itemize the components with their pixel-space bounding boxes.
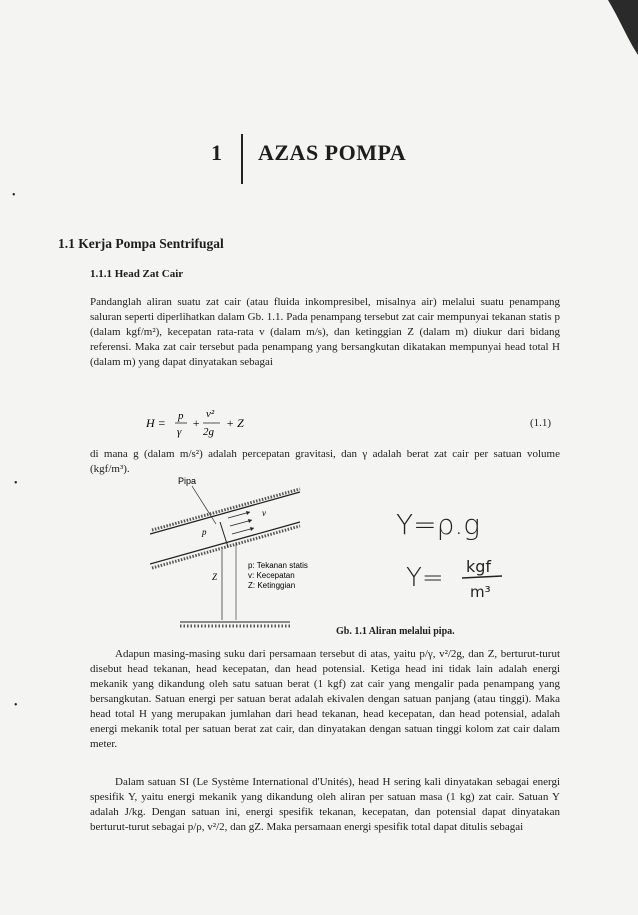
handwritten-notes	[390, 500, 580, 600]
chapter-number: 1	[211, 140, 222, 165]
paragraph-si-units: Dalam satuan SI (Le Système International d'Unités), head H sering kali dinyatakan sebagai energi spesifik Y, yaitu energi mekanik yang dikandung oleh aliran per satuan masa (1 kg) zat cair. Satuan Y adalah J/kg. Dengan satuan ini, energi spesifik tekanan, kecepatan, dan potensial dapat dinyatakan berturut-turut sebagai p/ρ, v²/2, dan gZ. Maka persamaan energi spesifik total dapat ditulis sebagai	[90, 776, 560, 833]
legend-pressure: p: Tekanan statis	[248, 561, 308, 570]
eq-plus1: +	[192, 416, 201, 430]
pipe-flow-figure	[150, 472, 380, 642]
chapter-header	[0, 134, 638, 184]
legend-height: Z: Ketinggian	[248, 581, 296, 590]
eq-2g: 2g	[203, 426, 214, 438]
handwritten-line-2-lhs: Y=	[406, 563, 444, 593]
legend-velocity: v: Kecepatan	[248, 571, 295, 580]
p-mark: p	[202, 527, 207, 537]
equation-number: (1.1)	[530, 417, 552, 429]
paragraph-definitions: di mana g (dalam m/s²) adalah percepatan gravitasi, dan γ adalah berat zat cair per satuan volume (kgf/m³).	[90, 448, 560, 475]
eq-v2: v²	[206, 408, 215, 420]
v-mark: v	[262, 508, 266, 518]
handwritten-unit-den: m³	[470, 583, 491, 600]
equation-1-1	[146, 403, 286, 443]
eq-p: p	[178, 410, 184, 422]
eq-plus-z: + Z	[226, 416, 244, 430]
scan-edge-shadow	[598, 0, 638, 60]
margin-mark: •	[14, 478, 18, 489]
margin-mark: •	[12, 190, 16, 201]
paragraph-head-terms: Adapun masing-masing suku dari persamaan tersebut di atas, yaitu p/γ, v²/2g, dan Z, berturut-turut disebut head tekanan, head kecepatan, dan head potensial. Ketiga head ini tidak lain adalah energi mekanik yang dikandung oleh satu satuan berat (1 kgf) zat cair yang mengalir pada penampang yang bersangkutan. Satuan energi per satuan berat adalah ekivalen dengan satuan panjang (atau tinggi). Maka head total H yang merupakan jumlahan dari head tekanan, head kecepatan, dan head potensial, adalah energi mekanik total per satuan berat zat cair, dan dinyatakan dengan satuan tinggi kolom zat cair dalam meter.	[90, 648, 560, 750]
figure-caption: Gb. 1.1 Aliran melalui pipa.	[336, 626, 455, 637]
chapter-title: AZAS POMPA	[258, 140, 407, 165]
handwritten-line-1: Y=ρ.g	[396, 508, 481, 541]
chapter-divider	[241, 134, 243, 184]
paragraph-intro: Pandanglah aliran suatu zat cair (atau fluida inkompresibel, misalnya air) melalui suatu penampang saluran seperti diperlihatkan dalam Gb. 1.1. Pada penampang tersebut zat cair mempunyai tekanan statis p (dalam kgf/m²), kecepatan rata-rata v (dalam m/s), dan ketinggian Z (dalam m) diukur dari bidang referensi. Maka zat cair tersebut pada penampang yang bersangkutan dikatakan mempunyai head total H (dalam m) yang dapat dinyatakan sebagai	[90, 296, 560, 368]
z-mark: Z	[212, 572, 218, 582]
margin-mark: •	[14, 700, 18, 711]
pipe-label: Pipa	[178, 476, 197, 486]
eq-gamma: γ	[177, 426, 182, 438]
section-title: 1.1 Kerja Pompa Sentrifugal	[58, 236, 224, 251]
eq-lhs: H =	[146, 416, 166, 430]
handwritten-unit-num: kgf	[466, 557, 492, 576]
subsection-title: 1.1.1 Head Zat Cair	[90, 268, 184, 280]
